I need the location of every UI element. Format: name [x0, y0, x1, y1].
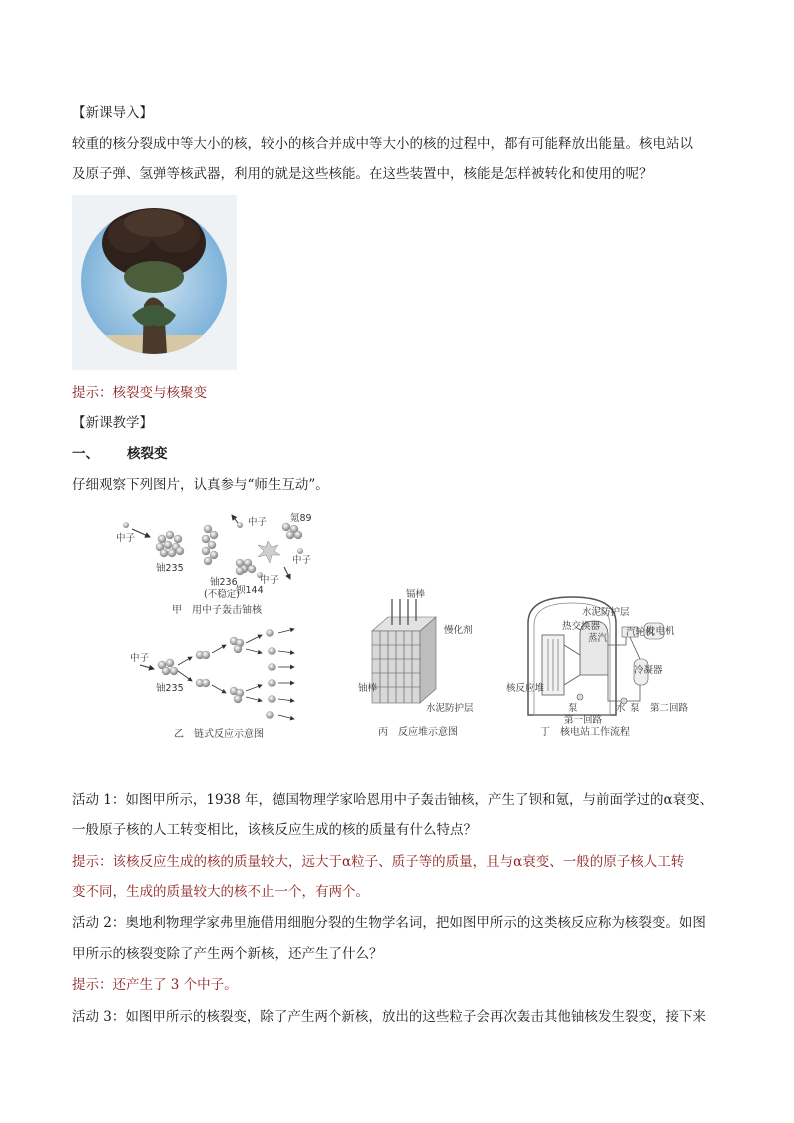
label-b-u235: 铀235 [156, 683, 184, 694]
label-a-neutron1: 中子 [116, 533, 136, 544]
activity1-line2: 一般原子核的人工转变相比，该核反应生成的核的质量有什么特点？ [72, 822, 477, 838]
label-d-core: 核反应堆 [506, 683, 545, 694]
figure-c-reactor [358, 588, 474, 738]
label-a-u235: 铀235 [156, 563, 184, 574]
label-a-ba144: 钡144 [236, 585, 264, 596]
label-d-condenser: 冷凝器 [634, 665, 663, 676]
hint1-line2: 变不同，生成的质量较大的核不止一个，有两个。 [72, 884, 369, 900]
hint1-line1: 提示：该核反应生成的核的质量较大，远大于α粒子、质子等的质量，且与α衰变、一般的原子核人工转 [72, 854, 685, 870]
intro-paragraph-line2: 及原子弹、氢弹等核武器，利用的就是这些核能。在这些装置中，核能是怎样被转化和使用的呢？ [72, 166, 653, 182]
caption-b: 乙 链式反应示意图 [174, 729, 264, 740]
hint2: 提示：还产生了 3 个中子。 [72, 977, 238, 993]
label-d-loop1: 第一回路 [564, 715, 603, 726]
label-a-unstable: (不稳定) [204, 589, 240, 600]
label-a-neutron4: 中子 [260, 575, 280, 586]
label-d-pump2: 泵 [630, 703, 640, 714]
figure-d-power-plant [506, 597, 689, 738]
label-c-moderator: 慢化剂 [444, 625, 473, 636]
caption-d: 丁 核电站工作流程 [540, 727, 630, 738]
label-d-water: 水 [616, 703, 626, 714]
label-d-generator: 发电机 [646, 626, 675, 637]
label-d-pump1: 泵 [568, 703, 578, 714]
label-a-kr89: 氪89 [290, 513, 312, 524]
intro-hint: 提示：核裂变与核聚变 [72, 385, 207, 401]
activity2-line1: 活动 2：奥地利物理学家弗里施借用细胞分裂的生物学名词，把如图甲所示的这类核反应称为核裂变。如图 [72, 915, 706, 931]
mushroom-cloud-photo [72, 195, 237, 370]
label-a-neutron3: 中子 [292, 555, 312, 566]
intro-paragraph-line1: 较重的核分裂成中等大小的核，较小的核合并成中等大小的核的过程中，都有可能释放出能量。核电站以 [72, 136, 693, 152]
figure-b-chain-reaction [130, 629, 294, 740]
label-a-neutron2: 中子 [248, 517, 268, 528]
label-d-steam: 蒸汽 [588, 633, 608, 644]
label-b-neutron: 中子 [130, 653, 150, 664]
label-c-uranium: 铀棒 [358, 683, 378, 694]
activity1-line1: 活动 1：如图甲所示，1938 年，德国物理学家哈恩用中子轰击铀核，产生了钡和氪，与前面学过的α衰变、 [72, 792, 714, 808]
nuclear-figure [110, 505, 710, 750]
subsection-title [72, 444, 722, 464]
label-d-loop2: 第二回路 [650, 703, 689, 714]
label-c-shield: 水泥防护层 [426, 703, 474, 714]
figure-a-fission [116, 512, 312, 616]
activity2-line2: 甲所示的核裂变除了产生两个新核，还产生了什么？ [72, 946, 383, 962]
subsection-number: 一、 [72, 446, 99, 462]
intro-heading: 【新课导入】 [72, 105, 153, 121]
activity3-line1: 活动 3：如图甲所示的核裂变，除了产生两个新核，放出的这些粒子会再次轰击其他铀核发生裂变，接下来 [72, 1009, 706, 1025]
label-c-rod: 镉棒 [406, 589, 426, 600]
label-d-exchanger: 热交换器 [562, 621, 601, 632]
instruction-text: 仔细观察下列图片，认真参与“师生互动”。 [72, 477, 329, 493]
label-a-u236: 铀236 [210, 577, 238, 588]
teaching-heading: 【新课教学】 [72, 415, 153, 431]
label-d-shield: 水泥防护层 [582, 607, 630, 618]
caption-c: 丙 反应堆示意图 [378, 727, 458, 738]
subsection-name: 核裂变 [127, 446, 168, 462]
caption-a: 甲 用中子轰击铀核 [172, 605, 262, 616]
label-d-turbine: 汽轮机 [626, 627, 655, 638]
